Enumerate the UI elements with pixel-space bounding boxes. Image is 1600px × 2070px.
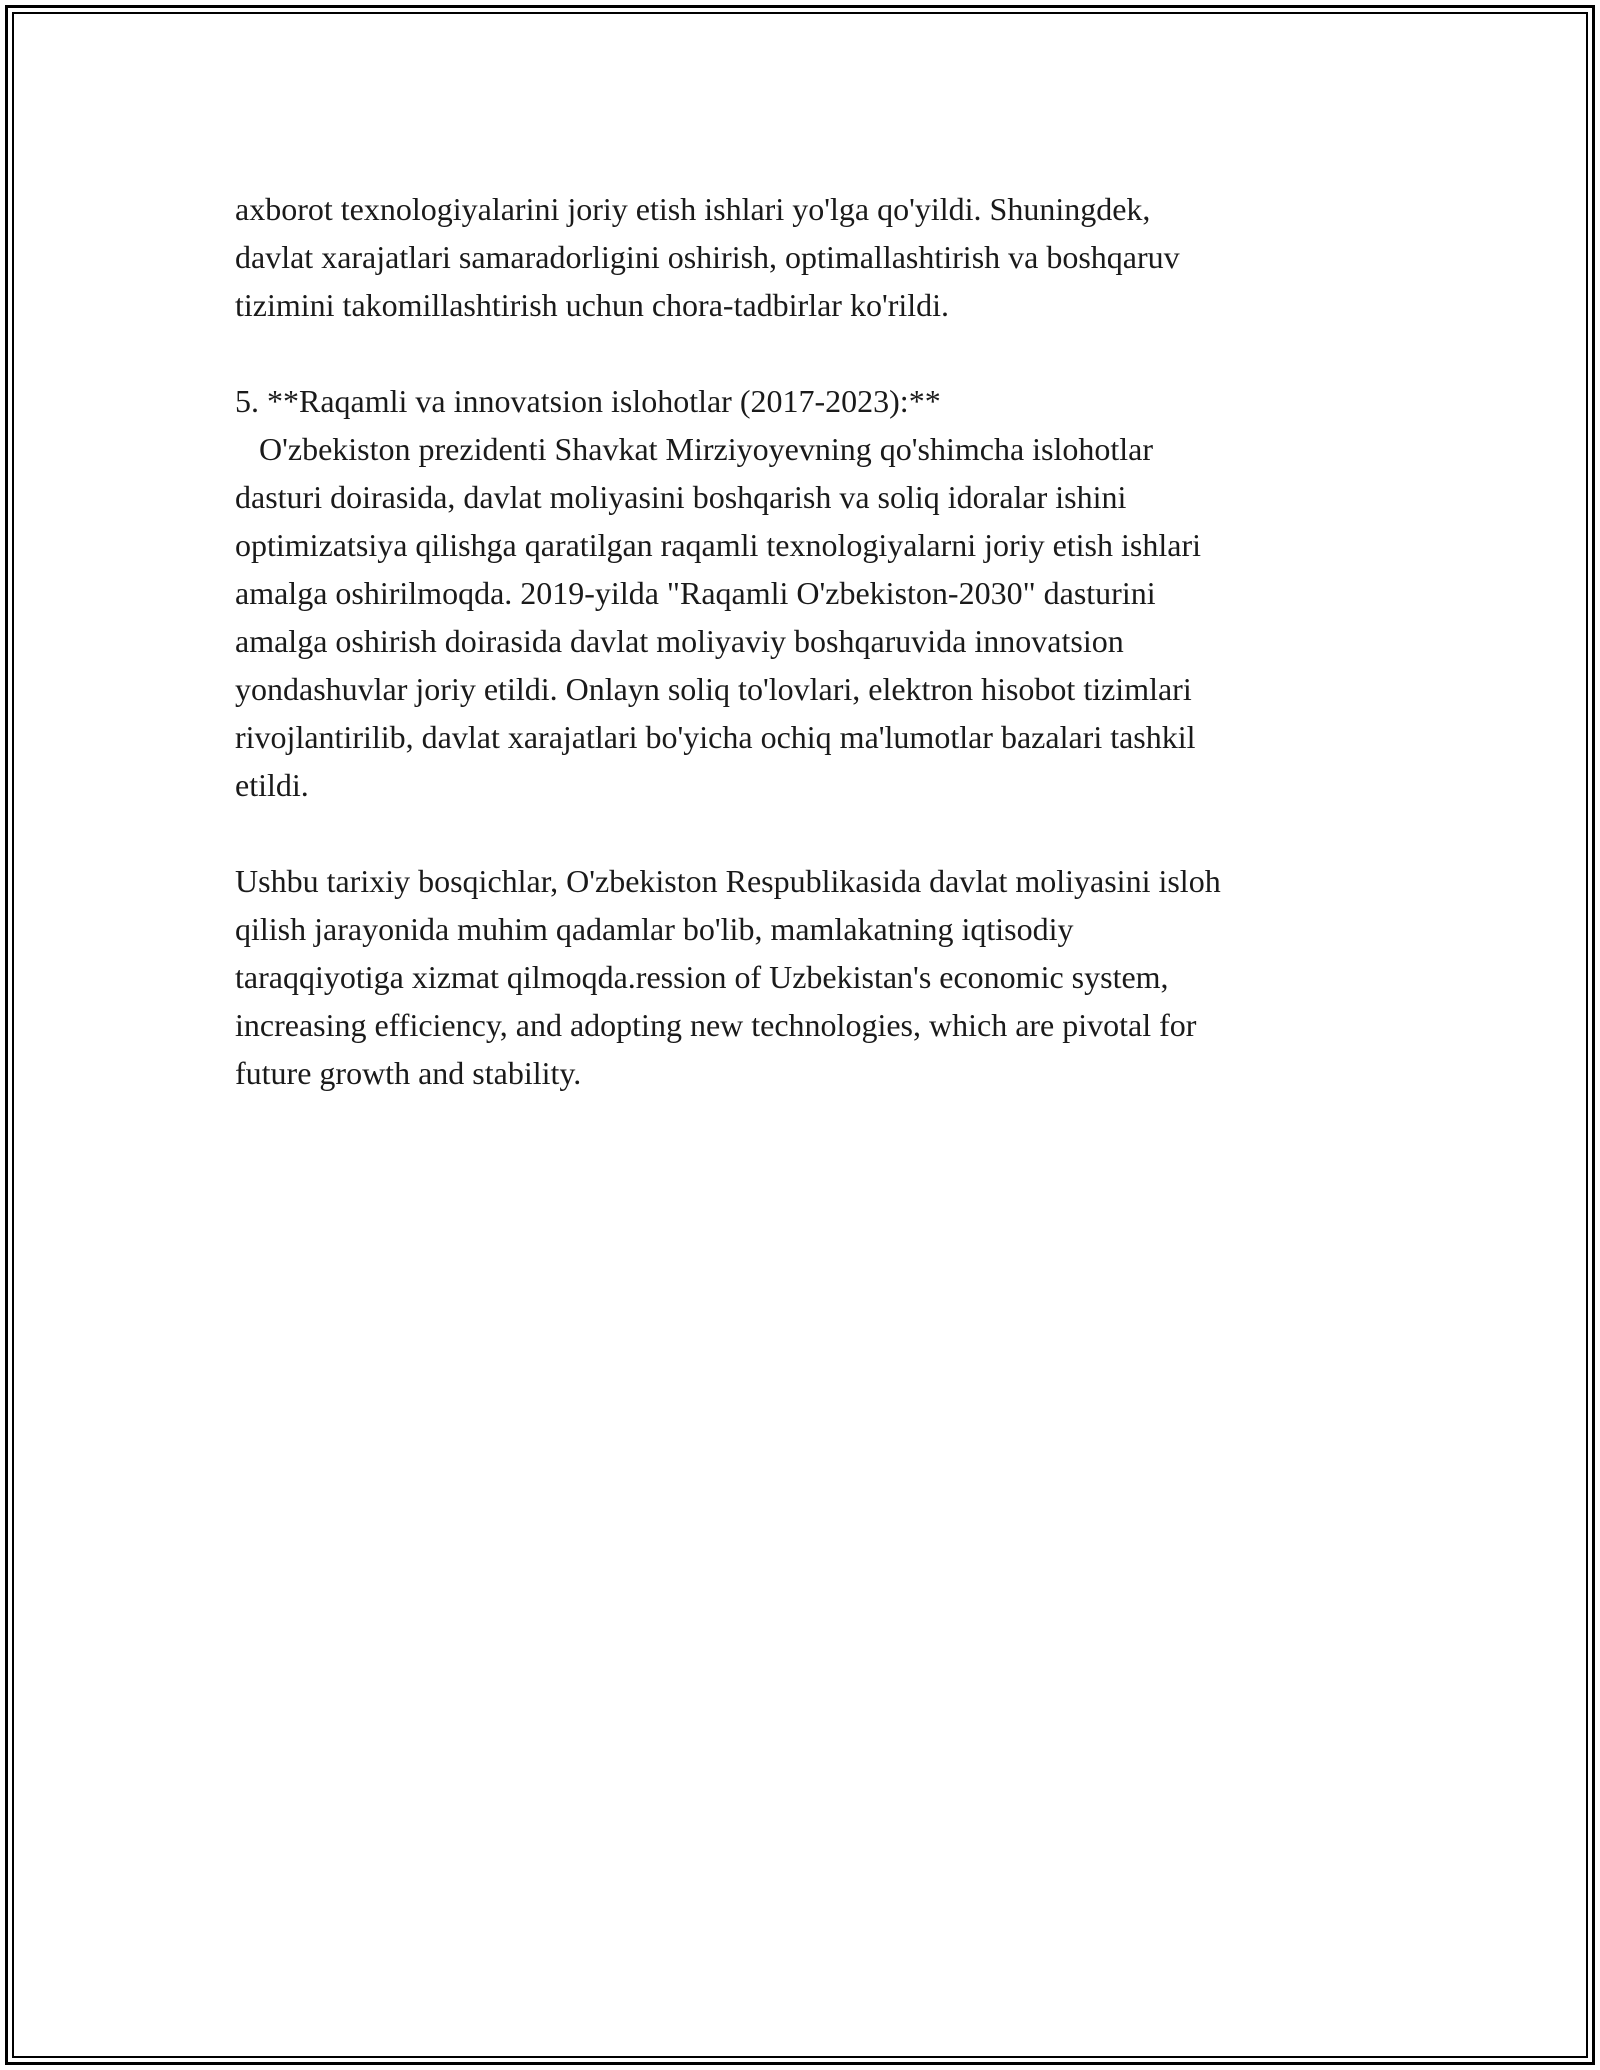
section-heading: 5. **Raqamli va innovatsion islohotlar (2017-2023):** [235,383,941,419]
text-line: davlat xarajatlari samaradorligini oshirish, optimallashtirish va boshqaruv [235,239,1180,275]
text-line: Ushbu tarixiy bosqichlar, O'zbekiston Respublikasida davlat moliyasini isloh [235,863,1221,899]
text-line: etildi. [235,767,309,803]
text-line: taraqqiyotiga xizmat qilmoqda.ression of Uzbekistan's economic system, [235,959,1169,995]
text-line: amalga oshirish doirasida davlat moliyaviy boshqaruvida innovatsion [235,623,1124,659]
text-line: amalga oshirilmoqda. 2019-yilda "Raqamli O'zbekiston-2030" dasturini [235,575,1156,611]
text-line: future growth and stability. [235,1055,582,1091]
text-line: qilish jarayonida muhim qadamlar bo'lib, mamlakatning iqtisodiy [235,911,1074,947]
text-line: axborot texnologiyalarini joriy etish ishlari yo'lga qo'yildi. Shuningdek, [235,191,1151,227]
paragraph-gap [235,329,1395,377]
text-line: dasturi doirasida, davlat moliyasini boshqarish va soliq idoralar ishini [235,479,1127,515]
document-body [235,185,1395,1097]
text-line: O'zbekiston prezidenti Shavkat Mirziyoyevning qo'shimcha islohotlar [235,431,1154,467]
text-line: yondashuvlar joriy etildi. Onlayn soliq to'lovlari, elektron hisobot tizimlari [235,671,1192,707]
paragraph-conclusion [235,857,1395,1097]
paragraph-intro [235,185,1395,329]
section-5 [235,377,1395,809]
text-line: rivojlantirilib, davlat xarajatlari bo'yicha ochiq ma'lumotlar bazalari tashkil [235,719,1196,755]
text-line: tizimini takomillashtirish uchun chora-tadbirlar ko'rildi. [235,287,950,323]
text-line: optimizatsiya qilishga qaratilgan raqamli texnologiyalarni joriy etish ishlari [235,527,1201,563]
text-line: increasing efficiency, and adopting new technologies, which are pivotal for [235,1007,1197,1043]
paragraph-gap [235,809,1395,857]
